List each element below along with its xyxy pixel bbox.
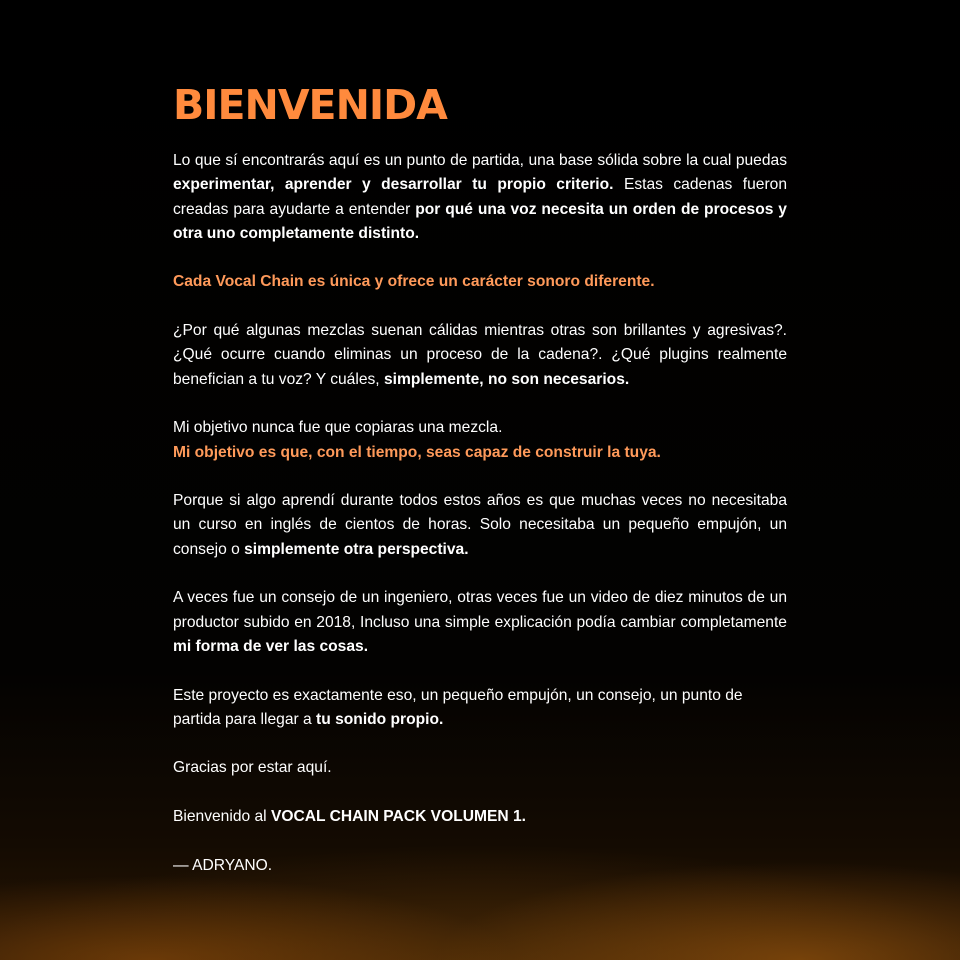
page-title: BIENVENIDA — [173, 81, 447, 129]
questions-bold: simplemente, no son necesarios. — [383, 370, 630, 388]
objective-line-1: Mi objetivo nunca fue que copiaras una mezcla. — [173, 419, 503, 437]
paragraph-highlight — [173, 270, 787, 294]
welcome-content — [173, 82, 787, 878]
welcome-bold: VOCAL CHAIN PACK VOLUMEN 1. — [270, 808, 526, 826]
intro-bold-1: experimentar, aprender y desarrollar tu propio criterio. — [173, 176, 614, 194]
paragraph-thanks: Gracias por estar aquí. — [173, 759, 332, 777]
project-bold: tu sonido propio. — [316, 710, 444, 728]
paragraph-objective — [173, 416, 787, 465]
intro-text-2: Estas cadenas fueron creadas para ayudarte a entender — [173, 176, 787, 218]
advice-text: A veces fue un consejo de un ingeniero, otras veces fue un video de diez minutos de un productor subido en 2018, Incluso una simple explicación podía cambiar completamente — [173, 589, 787, 631]
paragraph-questions — [173, 319, 787, 392]
project-text: Este proyecto es exactamente eso, un pequeño empujón, un consejo, un punto de partida para llegar a — [173, 686, 743, 728]
paragraph-welcome — [173, 805, 787, 829]
advice-bold: mi forma de ver las cosas. — [173, 637, 369, 655]
questions-text: ¿Por qué algunas mezclas suenan cálidas mientras otras son brillantes y agresivas?. ¿Qué ocurre cuando eliminas un proceso de la cadena?. ¿Qué plugins realmente benefician a tu voz? Y cuáles, — [173, 322, 787, 388]
paragraph-intro — [173, 149, 787, 246]
paragraph-learning — [173, 489, 787, 562]
learning-bold: simplemente otra perspectiva. — [244, 540, 469, 558]
paragraph-project — [173, 684, 787, 733]
intro-bold-2: por qué una voz necesita un orden de procesos y otra uno completamente distinto. — [173, 200, 787, 242]
welcome-text: Bienvenido al — [173, 808, 271, 826]
intro-text-1: Lo que sí encontrarás aquí es un punto de partida, una base sólida sobre la cual puedas — [173, 152, 787, 169]
signature: — ADRYANO. — [173, 856, 273, 874]
learning-text: Porque si algo aprendí durante todos estos años es que muchas veces no necesitaba un curso en inglés de cientos de horas. Solo necesitaba un pequeño empujón, un consejo o — [173, 492, 787, 558]
objective-line-2: Mi objetivo es que, con el tiempo, seas capaz de construir la tuya. — [173, 443, 661, 461]
paragraph-advice — [173, 586, 787, 659]
highlight-text: Cada Vocal Chain es única y ofrece un carácter sonoro diferente. — [173, 273, 655, 291]
